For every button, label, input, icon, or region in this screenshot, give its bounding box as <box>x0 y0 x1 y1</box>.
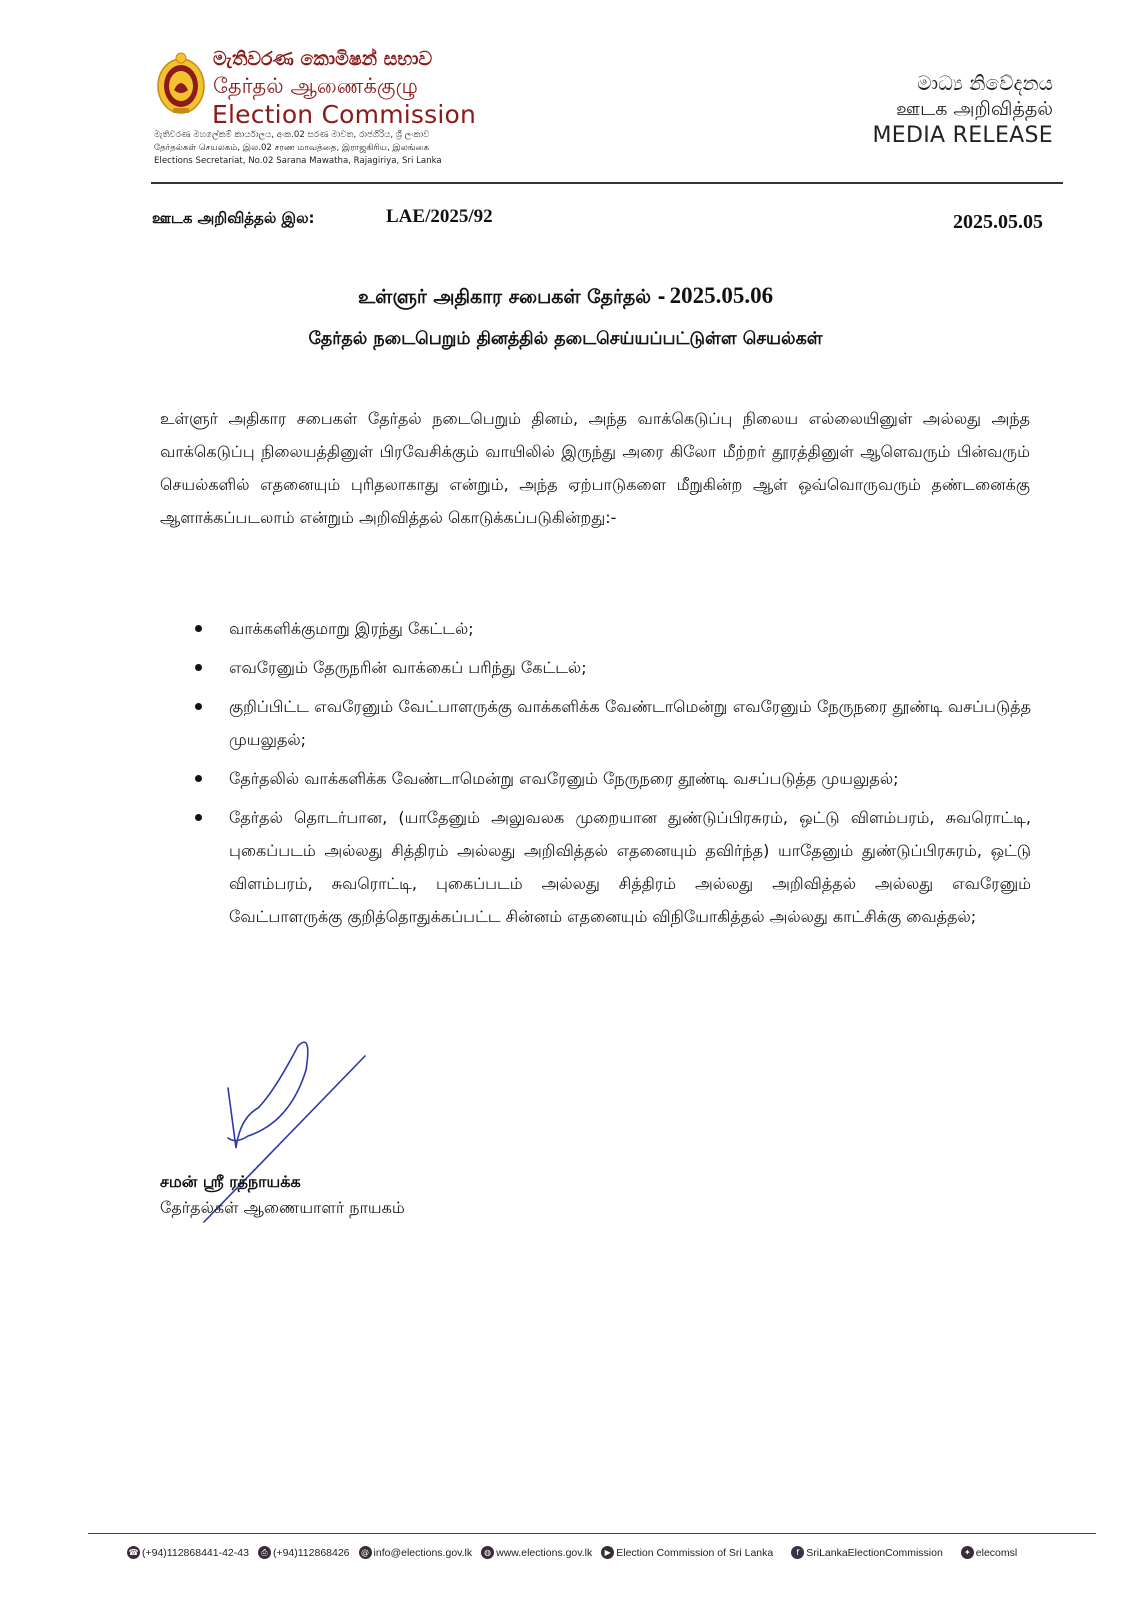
org-name-sinhala: මැතිවරණ කොමිෂන් සභාව <box>213 48 433 70</box>
facebook-icon: f <box>791 1546 804 1559</box>
bullet-icon <box>195 775 202 782</box>
footer-phone[interactable]: ☎ (+94)112868441-42-43 <box>128 1546 249 1559</box>
title-text: உள்ளுர் அதிகார சபைகள் தேர்தல் - <box>357 286 666 308</box>
twitter-icon: ✦ <box>961 1546 974 1559</box>
media-release-tamil: ஊடக அறிவித்தல் <box>896 98 1053 120</box>
document-title <box>0 283 1131 311</box>
youtube-icon: ▶ <box>601 1546 614 1559</box>
signatory-name: சமன் ஸ்ரீ ரத்நாயக்க <box>160 1172 301 1191</box>
bullet-icon <box>195 664 202 671</box>
body-paragraph: உள்ளுர் அதிகார சபைகள் தேர்தல் நடைபெறும் தினம், அந்த வாக்கெடுப்பு நிலைய எல்லையினுள் அல்லது அந்த வாக்கெடுப்பு நிலையத்தினுள் பிரவேசிக்கும் வாயிலில் இருந்து அரை கிலோ மீற்றர் தூரத்தினுள் ஆளெவரும் பின்வரும் செயல்களில் எதனையும் புரிதலாகாது என்றும், அந்த ஏற்பாடுகளை மீறுகின்ற ஆள் ஒவ்வொருவரும் தண்டனைக்கு ஆளாக்கப்படலாம் என்றும் அறிவித்தல் கொடுக்கப்படுகின்றது:- <box>160 409 1031 527</box>
list-item <box>191 690 1031 756</box>
list-item-text: குறிப்பிட்ட எவரேனும் வேட்பாளருக்கு வாக்களிக்க வேண்டாமென்று எவரேனும் நேருநரை தூண்டி வசப்படுத்த முயலுதல்; <box>229 697 1031 749</box>
document-subtitle: தேர்தல் நடைபெறும் தினத்தில் தடைசெய்யப்பட்டுள்ள செயல்கள் <box>308 329 823 349</box>
header-divider <box>151 182 1063 184</box>
address-tamil: தேர்தல்கள் செயலகம், இல.02 சரண மாவத்தை, இராஜகிரிய, இலங்கை <box>154 143 430 153</box>
prohibited-activities-list <box>191 612 1031 939</box>
reference-label: ஊடக அறிவித்தல் இல: <box>152 209 315 227</box>
address-english: Elections Secretariat, No.02 Sarana Mawatha, Rajagiriya, Sri Lanka <box>154 156 442 166</box>
release-date: 2025.05.05 <box>953 211 1043 233</box>
globe-icon: ◍ <box>481 1546 494 1559</box>
reference-number: LAE/2025/92 <box>386 206 493 227</box>
list-item-text: தேர்தல் தொடர்பான, (யாதேனும் அலுவலக முறையான துண்டுப்பிரசுரம், ஒட்டு விளம்பரம், சுவரொட்டி, புகைப்படம் அல்லது சித்திரம் அல்லது அறிவித்தல் எதனையும் தவிர்ந்த) யாதேனும் துண்டுப்பிரசுரம், ஒட்டு விளம்பரம், சுவரொட்டி, புகைப்படம் அல்லது சித்திரம் அல்லது அறிவித்தல் அல்லது எவரேனும் வேட்பாளருக்கு குறித்தொதுக்கப்பட்ட சின்னம் எதனையும் விநியோகித்தல் அல்லது காட்சிக்கு வைத்தல்; <box>229 808 1031 926</box>
list-item <box>191 651 1031 684</box>
footer-facebook[interactable]: f SriLankaElectionCommission <box>791 1546 943 1559</box>
title-date: 2025.05.06 <box>669 283 774 308</box>
media-release-english: MEDIA RELEASE <box>872 123 1053 148</box>
footer-twitter[interactable]: ✦ elecomsl <box>961 1546 1017 1559</box>
footer-youtube[interactable]: ▶ Election Commission of Sri Lanka <box>601 1546 773 1559</box>
list-item <box>191 762 1031 795</box>
bullet-icon <box>195 814 202 821</box>
election-commission-emblem <box>156 50 206 116</box>
email-icon: @ <box>359 1546 372 1559</box>
signatory-title: தேர்தல்கள் ஆணையாளர் நாயகம் <box>160 1198 405 1217</box>
media-release-sinhala: මාධ්‍ය නිවේදනය <box>917 71 1053 95</box>
footer-email[interactable]: @ info@elections.gov.lk <box>359 1546 473 1559</box>
footer-fax[interactable]: ⎙ (+94)112868426 <box>258 1546 350 1559</box>
list-item-text: வாக்களிக்குமாறு இரந்து கேட்டல்; <box>229 619 474 638</box>
list-item <box>191 612 1031 645</box>
fax-icon: ⎙ <box>258 1546 271 1559</box>
list-item-text: தேர்தலில் வாக்களிக்க வேண்டாமென்று எவரேனும் நேருநரை தூண்டி வசப்படுத்த முயலுதல்; <box>229 769 899 788</box>
phone-icon: ☎ <box>128 1548 139 1557</box>
list-item <box>191 801 1031 933</box>
footer-contacts <box>127 1546 1026 1559</box>
footer-divider <box>88 1533 1096 1534</box>
footer-website[interactable]: ◍ www.elections.gov.lk <box>481 1546 592 1559</box>
org-name-english: Election Commission <box>212 100 477 129</box>
bullet-icon <box>195 625 202 632</box>
address-sinhala: මැතිවරණ මහලේකම් කාර්යාලය, අංක.02 සරණ මාවත, රාජගිරිය, ශ්‍රී ලංකාව <box>154 130 430 140</box>
list-item-text: எவரேனும் தேருநரின் வாக்கைப் பரிந்து கேட்டல்; <box>229 658 587 677</box>
org-name-tamil: தேர்தல் ஆணைக்குழு <box>213 74 418 98</box>
bullet-icon <box>195 703 202 710</box>
